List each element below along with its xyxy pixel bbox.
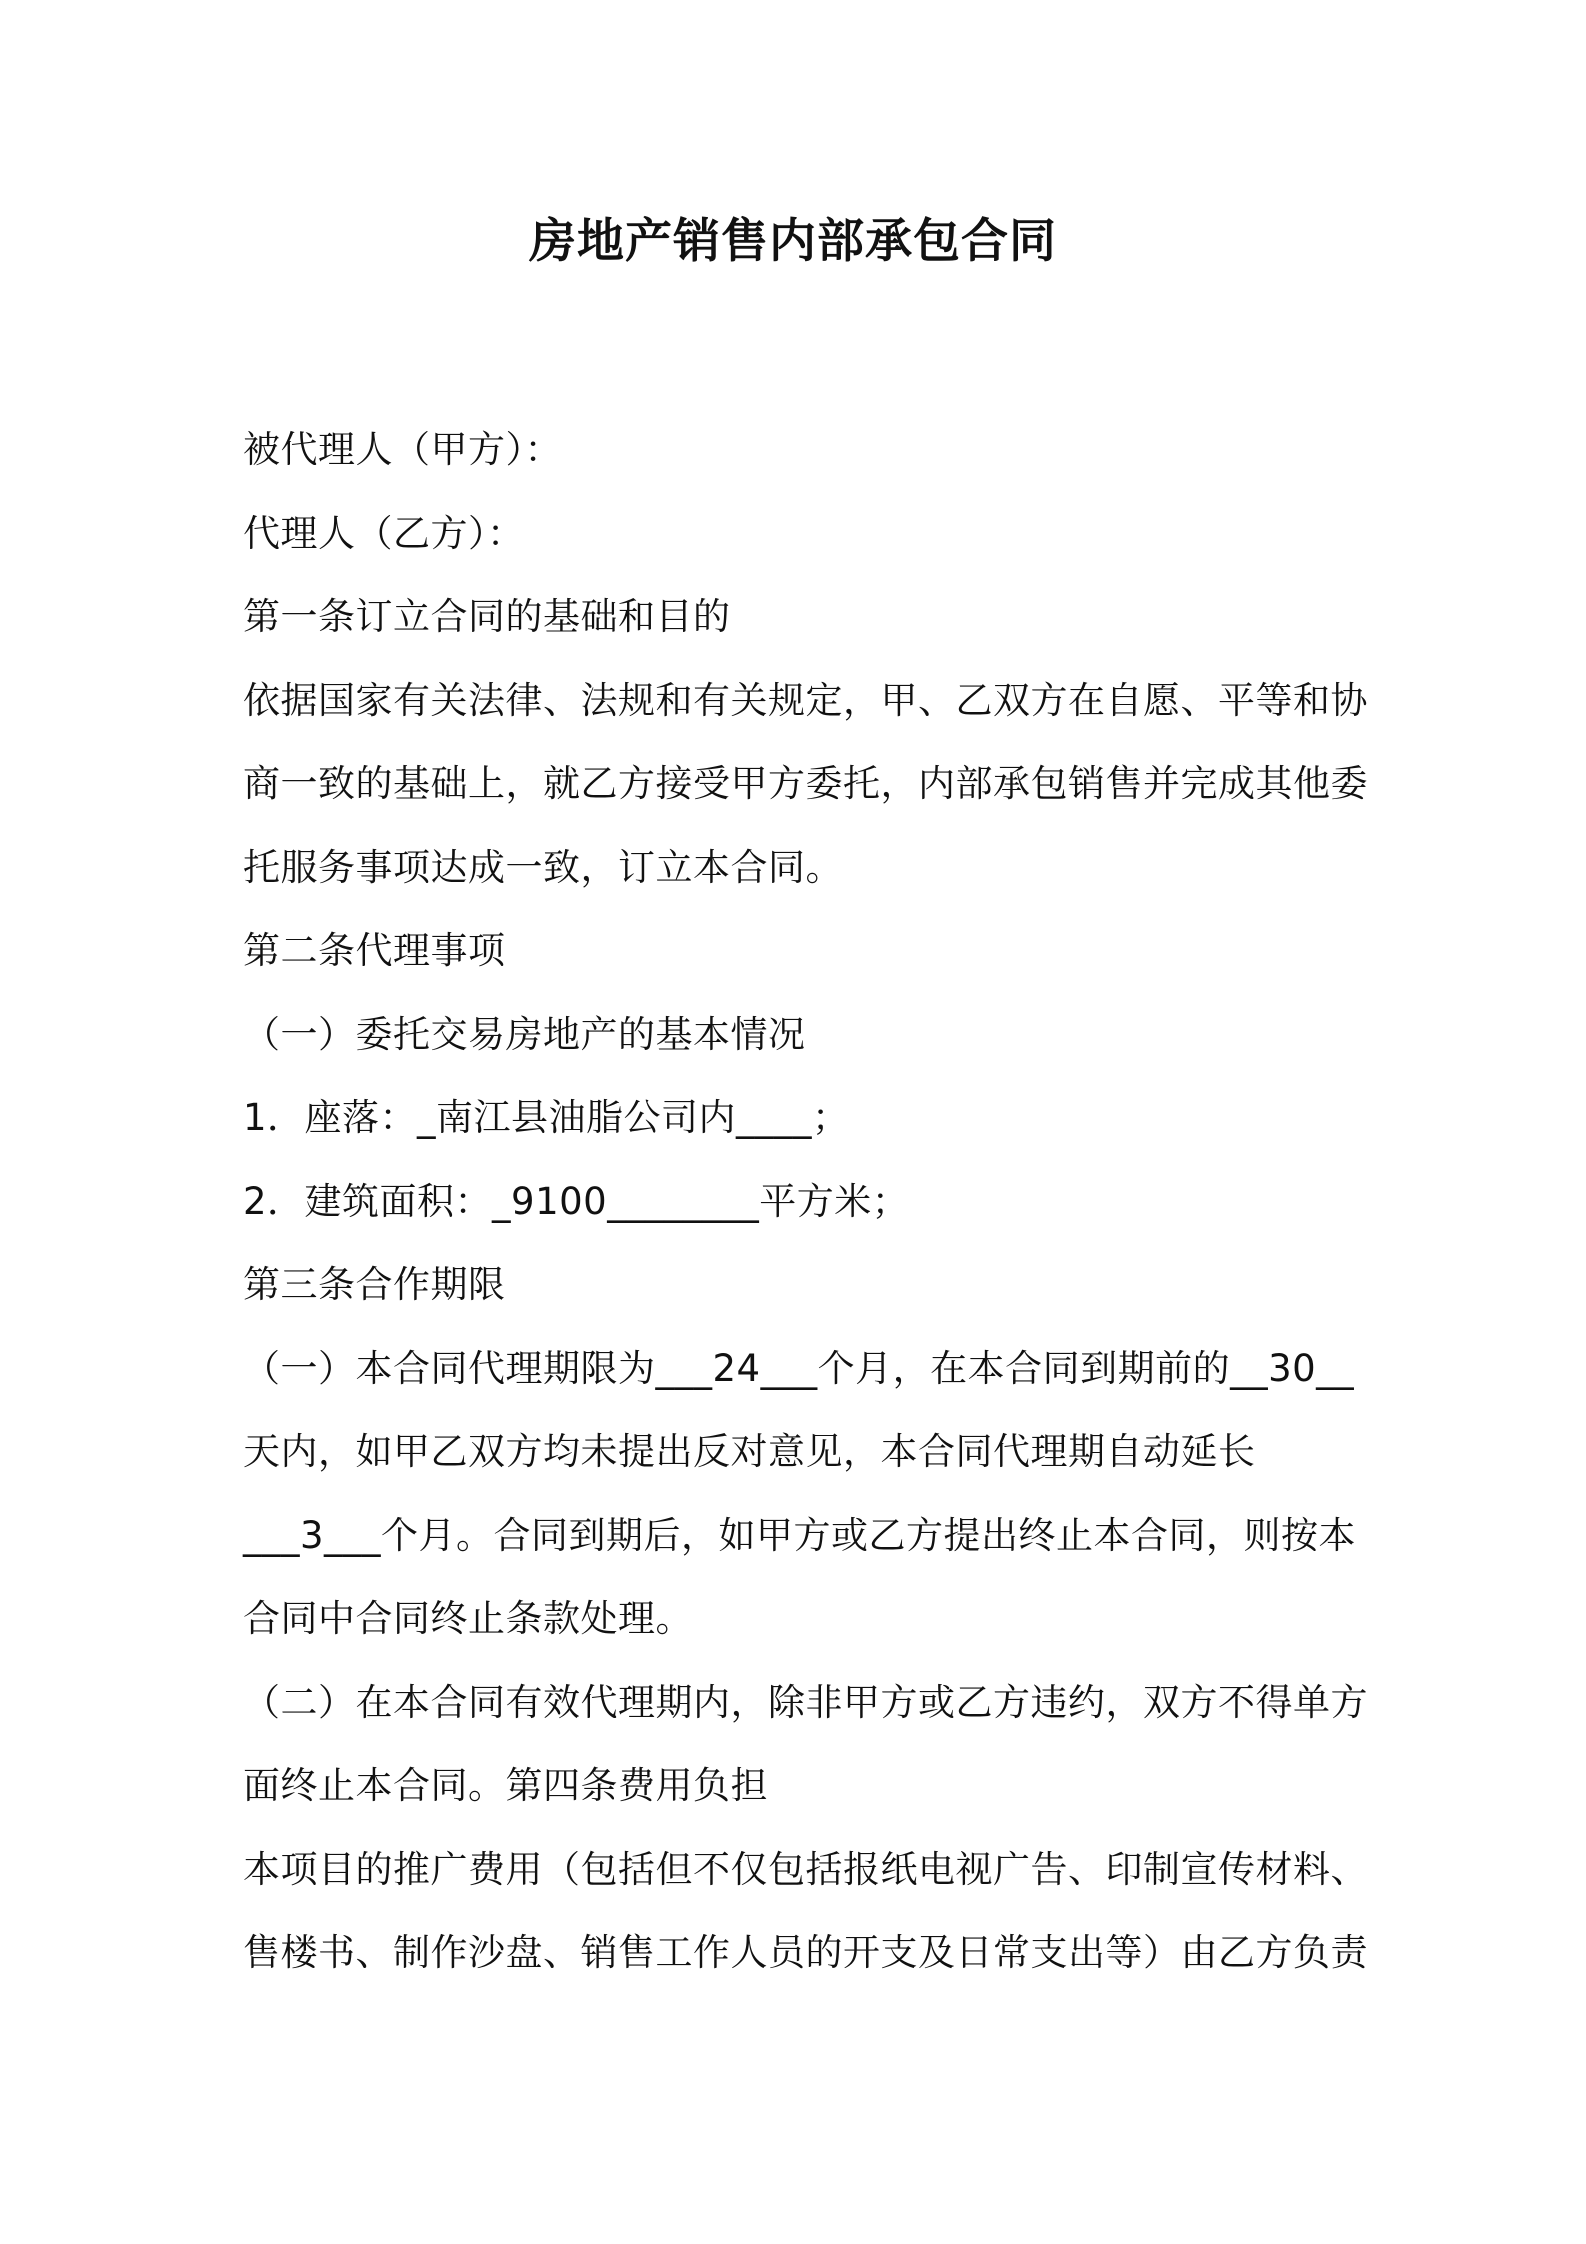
article-2-heading: 第二条代理事项 (243, 929, 506, 972)
section-heading: （一）委托交易房地产的基本情况 (243, 1012, 806, 1056)
article-3-heading: 第三条合作期限 (243, 1263, 506, 1306)
area-line: 2．建筑面积：_9100________平方米； (243, 1179, 910, 1223)
party-b-line: 代理人（乙方）： (243, 511, 525, 555)
paragraph-line: 售楼书、制作沙盘、销售工作人员的开支及日常支出等）由乙方负责 (243, 1931, 1368, 1974)
paragraph-line: 托服务事项达成一致，订立本合同。 (243, 845, 843, 889)
location-line: 1．座落：_南江县油脂公司内____； (243, 1096, 850, 1139)
document-body (243, 408, 1368, 1995)
paragraph-line: 商一致的基础上，就乙方接受甲方委托，内部承包销售并完成其他委 (243, 762, 1368, 805)
paragraph-line: 合同中合同终止条款处理。 (243, 1597, 693, 1640)
paragraph-line: 天内，如甲乙双方均未提出反对意见，本合同代理期自动延长 (243, 1430, 1256, 1473)
paragraph-line: （二）在本合同有效代理期内，除非甲方或乙方违约，双方不得单方 (243, 1680, 1368, 1724)
paragraph-line: （一）本合同代理期限为___24___个月，在本合同到期前的__30__ (243, 1346, 1355, 1390)
paragraph-line: 本项目的推广费用（包括但不仅包括报纸电视广告、印制宣传材料、 (243, 1847, 1368, 1891)
paragraph-line: ___3___个月。合同到期后，如甲方或乙方提出终止本合同，则按本 (243, 1513, 1357, 1557)
party-a-line: 被代理人（甲方）： (243, 428, 562, 471)
article-1-heading: 第一条订立合同的基础和目的 (243, 595, 731, 638)
document-title: 房地产销售内部承包合同 (529, 214, 1057, 269)
paragraph-line: 依据国家有关法律、法规和有关规定，甲、乙双方在自愿、平等和协 (243, 678, 1368, 722)
paragraph-line: 面终止本合同。第四条费用负担 (243, 1764, 768, 1807)
